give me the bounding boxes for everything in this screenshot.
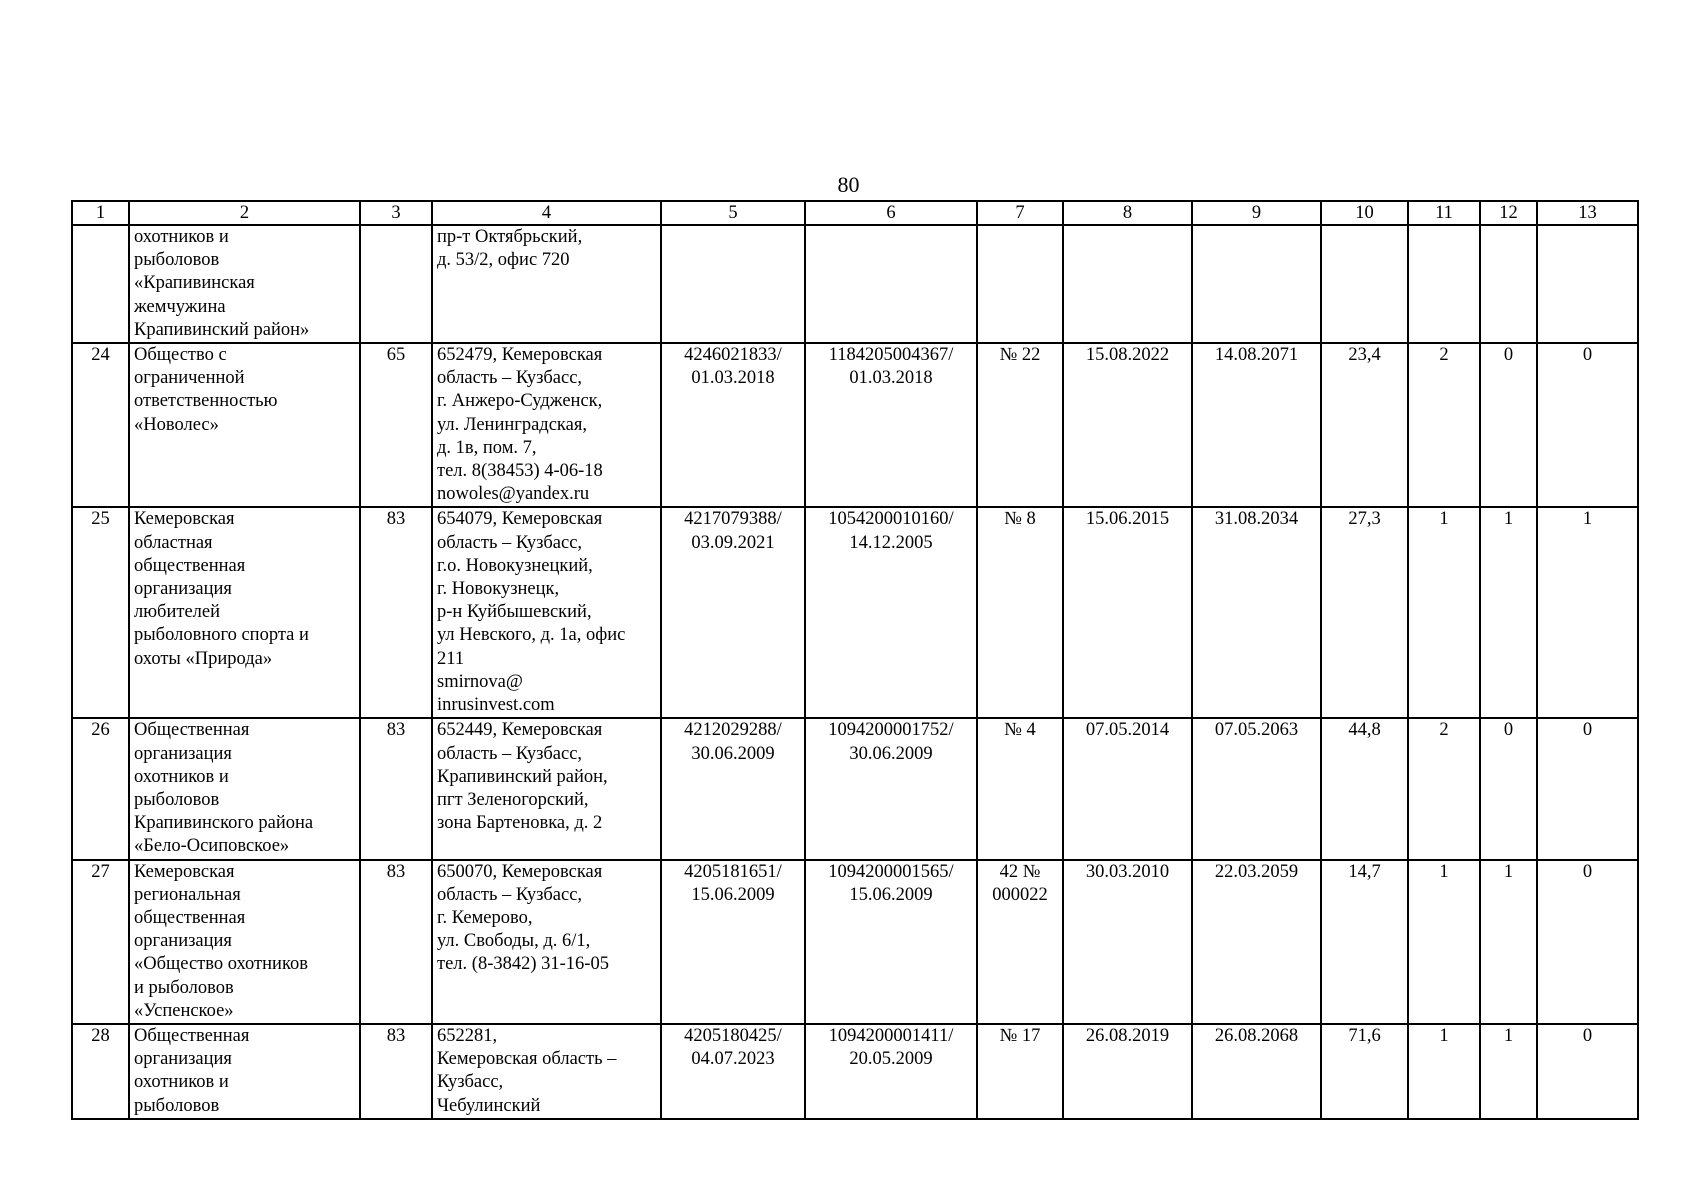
- ogrn-date: 1184205004367/ 01.03.2018: [805, 343, 977, 507]
- column-header: 5: [661, 201, 805, 225]
- agreement-number: № 4: [977, 718, 1063, 859]
- registry-table: [71, 200, 1639, 1120]
- row-number: 24: [72, 343, 129, 507]
- organization-address: 652479, Кемеровская область – Кузбасс, г. Анжеро-Судженск, ул. Ленинградская, д. 1в, пом. 7, тел. 8(38453) 4-06-18 nowoles@yandex.ru: [432, 343, 661, 507]
- date-start: 30.03.2010: [1063, 860, 1192, 1024]
- table-row: [72, 507, 1638, 718]
- area-value: 27,3: [1321, 507, 1408, 718]
- col11-value: 2: [1408, 718, 1480, 859]
- date-end: 07.05.2063: [1192, 718, 1321, 859]
- ogrn-date: 1094200001411/ 20.05.2009: [805, 1024, 977, 1119]
- column-header: 10: [1321, 201, 1408, 225]
- column-header: 8: [1063, 201, 1192, 225]
- col3-value: [360, 225, 432, 343]
- date-start: [1063, 225, 1192, 343]
- table-row: [72, 1024, 1638, 1119]
- agreement-number: № 8: [977, 507, 1063, 718]
- ogrn-date: 1094200001565/ 15.06.2009: [805, 860, 977, 1024]
- table-row: [72, 860, 1638, 1024]
- organization-name: Общественная организация охотников и рыболовов: [129, 1024, 360, 1119]
- organization-address: пр-т Октябрьский, д. 53/2, офис 720: [432, 225, 661, 343]
- inn-date: 4217079388/ 03.09.2021: [661, 507, 805, 718]
- column-header: 9: [1192, 201, 1321, 225]
- column-header: 2: [129, 201, 360, 225]
- col12-value: 0: [1480, 718, 1537, 859]
- agreement-number: 42 № 000022: [977, 860, 1063, 1024]
- row-number: [72, 225, 129, 343]
- date-start: 15.06.2015: [1063, 507, 1192, 718]
- inn-date: 4205181651/ 15.06.2009: [661, 860, 805, 1024]
- column-header: 13: [1537, 201, 1638, 225]
- organization-address: 652449, Кемеровская область – Кузбасс, Крапивинский район, пгт Зеленогорский, зона Бартеновка, д. 2: [432, 718, 661, 859]
- area-value: 14,7: [1321, 860, 1408, 1024]
- date-start: 07.05.2014: [1063, 718, 1192, 859]
- table-row: [72, 225, 1638, 343]
- inn-date: 4212029288/ 30.06.2009: [661, 718, 805, 859]
- agreement-number: № 17: [977, 1024, 1063, 1119]
- area-value: 71,6: [1321, 1024, 1408, 1119]
- col12-value: 1: [1480, 507, 1537, 718]
- date-end: 22.03.2059: [1192, 860, 1321, 1024]
- inn-date: 4205180425/ 04.07.2023: [661, 1024, 805, 1119]
- row-number: 28: [72, 1024, 129, 1119]
- col12-value: 1: [1480, 1024, 1537, 1119]
- col11-value: 1: [1408, 1024, 1480, 1119]
- col13-value: 0: [1537, 1024, 1638, 1119]
- col3-value: 83: [360, 1024, 432, 1119]
- row-number: 27: [72, 860, 129, 1024]
- date-end: 14.08.2071: [1192, 343, 1321, 507]
- column-header: 1: [72, 201, 129, 225]
- col3-value: 83: [360, 507, 432, 718]
- date-end: [1192, 225, 1321, 343]
- col3-value: 65: [360, 343, 432, 507]
- col11-value: [1408, 225, 1480, 343]
- organization-address: 650070, Кемеровская область – Кузбасс, г. Кемерово, ул. Свободы, д. 6/1, тел. (8-3842) 31-16-05: [432, 860, 661, 1024]
- ogrn-date: [805, 225, 977, 343]
- organization-address: 654079, Кемеровская область – Кузбасс, г.о. Новокузнецкий, г. Новокузнецк, р-н Куйбышевский, ул Невского, д. 1а, офис 211 smirnova@ inrusinvest.com: [432, 507, 661, 718]
- area-value: [1321, 225, 1408, 343]
- col13-value: 0: [1537, 860, 1638, 1024]
- organization-name: Общество с ограниченной ответственностью «Новолес»: [129, 343, 360, 507]
- date-end: 26.08.2068: [1192, 1024, 1321, 1119]
- column-header: 4: [432, 201, 661, 225]
- col11-value: 1: [1408, 860, 1480, 1024]
- col11-value: 1: [1408, 507, 1480, 718]
- organization-name: Кемеровская областная общественная организация любителей рыболовного спорта и охоты «Природа»: [129, 507, 360, 718]
- col13-value: 0: [1537, 718, 1638, 859]
- ogrn-date: 1094200001752/ 30.06.2009: [805, 718, 977, 859]
- row-number: 26: [72, 718, 129, 859]
- organization-address: 652281, Кемеровская область – Кузбасс, Чебулинский: [432, 1024, 661, 1119]
- date-end: 31.08.2034: [1192, 507, 1321, 718]
- area-value: 23,4: [1321, 343, 1408, 507]
- col13-value: 0: [1537, 343, 1638, 507]
- column-header: 11: [1408, 201, 1480, 225]
- organization-name: Общественная организация охотников и рыболовов Крапивинского района «Бело-Осиповское»: [129, 718, 360, 859]
- agreement-number: [977, 225, 1063, 343]
- col3-value: 83: [360, 718, 432, 859]
- col3-value: 83: [360, 860, 432, 1024]
- col11-value: 2: [1408, 343, 1480, 507]
- page-number: 80: [837, 172, 860, 197]
- date-start: 26.08.2019: [1063, 1024, 1192, 1119]
- agreement-number: № 22: [977, 343, 1063, 507]
- column-header: 3: [360, 201, 432, 225]
- ogrn-date: 1054200010160/ 14.12.2005: [805, 507, 977, 718]
- inn-date: 4246021833/ 01.03.2018: [661, 343, 805, 507]
- column-header: 12: [1480, 201, 1537, 225]
- col12-value: 0: [1480, 343, 1537, 507]
- organization-name: охотников и рыболовов «Крапивинская жемчужина Крапивинский район»: [129, 225, 360, 343]
- row-number: 25: [72, 507, 129, 718]
- column-header: 6: [805, 201, 977, 225]
- date-start: 15.08.2022: [1063, 343, 1192, 507]
- table-row: [72, 718, 1638, 859]
- col13-value: 1: [1537, 507, 1638, 718]
- inn-date: [661, 225, 805, 343]
- table-row: [72, 343, 1638, 507]
- area-value: 44,8: [1321, 718, 1408, 859]
- header-row: [72, 201, 1638, 225]
- col13-value: [1537, 225, 1638, 343]
- organization-name: Кемеровская региональная общественная организация «Общество охотников и рыболовов «Успенское»: [129, 860, 360, 1024]
- col12-value: [1480, 225, 1537, 343]
- column-header: 7: [977, 201, 1063, 225]
- col12-value: 1: [1480, 860, 1537, 1024]
